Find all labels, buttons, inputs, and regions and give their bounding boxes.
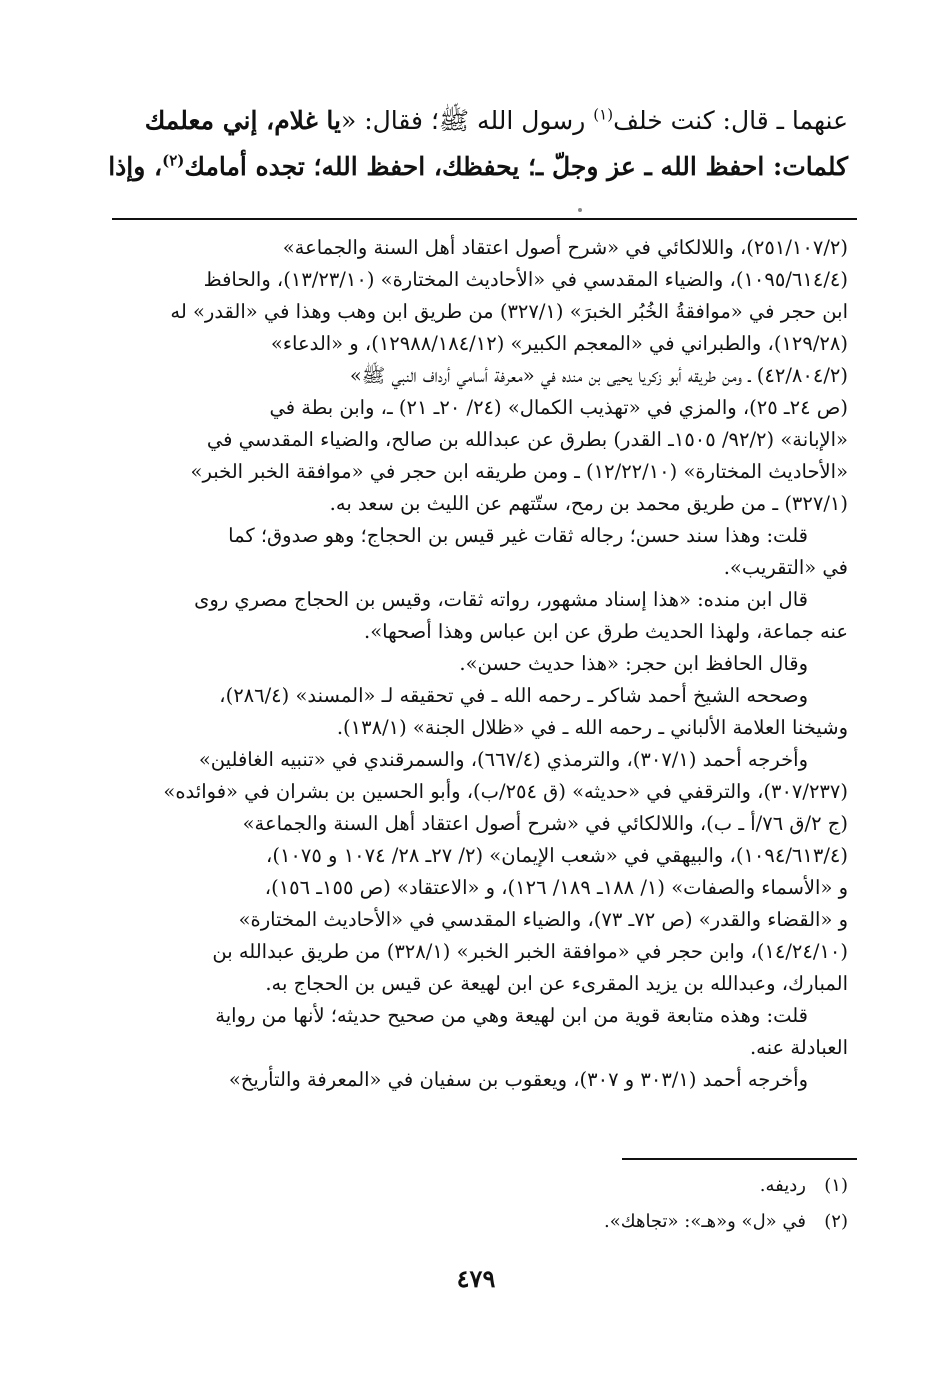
note-number: (٢) (824, 1211, 848, 1232)
footnote-line: (١٠٩٤/٦١٣/٤)، والبيهقي في «شعب الإيمان» (٢/ ٢٧ـ ٢٨/ ١٠٧٤ و ١٠٧٥)، (266, 844, 848, 867)
hadith-text-1: يا غلام، إني معلمك (144, 106, 341, 135)
main-text (108, 98, 848, 190)
footnote-line: (٣٠٧/٢٣٧)، والترقفي في «حديثه» (ق ٢٥٤/ب)، وأبو الحسين بن بشران في «فوائده» (163, 780, 848, 803)
footnote-ref-2: (٢) (162, 151, 185, 170)
footnote-line: قلت: وهذه متابعة قوية من ابن لهيعة وهي من صحيح حديثه؛ لأنها من رواية (215, 1004, 808, 1027)
page-number: ٤٧٩ (456, 1264, 496, 1293)
takhrij-footnote (112, 232, 848, 1096)
main-line-1 (112, 98, 848, 144)
footnote-line: وشيخنا العلامة الألباني ـ رحمه الله ـ في «ظلال الجنة» (١٣٨/١). (336, 716, 848, 739)
footnote-line: وصححه الشيخ أحمد شاكر ـ رحمه الله ـ في تحقيقه لـ «المسند» (٢٨٦/٤)، (219, 684, 808, 707)
main-line-2 (108, 144, 848, 190)
main-line-1-text-b: رسول الله ﷺ؛ فقال: « (340, 106, 594, 135)
footnote-line: (١٢٩/٢٨)، والطبراني في «المعجم الكبير» (١٢٩٨٨/١٨٤/١٢)، و «الدعاء» (270, 332, 848, 355)
footnote-line: المبارك، وعبدالله بن يزيد المقرىء عن ابن لهيعة عن قيس بن الحجاج به. (265, 972, 848, 995)
footnote-line: «الأحاديث المختارة» (١٢/٢٢/١٠) ـ ومن طريقه ابن حجر في «موافقة الخبر الخبر» (190, 460, 848, 483)
note-text: في «ل» و«هـ»: «تجاهك». (604, 1211, 806, 1232)
scan-speck (578, 208, 582, 212)
footnote-line: قال ابن منده: «هذا إسناد مشهور، رواته ثقات، وقيس بن الحجاج مصري روى (194, 588, 808, 611)
footnote-ref-1: (١) (593, 105, 614, 124)
note-text: رديفه. (759, 1175, 806, 1196)
footnote-line: (٢٥١/١٠٧/٢)، واللالكائي في «شرح أصول اعتقاد أهل السنة والجماعة» (282, 236, 848, 259)
footnote-line: عنه جماعة، ولهذا الحديث طرق عن ابن عباس وهذا أصحها». (364, 620, 848, 643)
footnote-line: في «التقريب». (723, 556, 848, 579)
footnote-line: وقال الحافظ ابن حجر: «هذا حديث حسن». (459, 652, 808, 675)
note-number: (١) (824, 1175, 848, 1196)
footnote-line: قلت: وهذا سند حسن؛ رجاله ثقات غير قيس بن الحجاج؛ وهو صدوق؛ كما (228, 524, 808, 547)
hadith-text-2: كلمات: احفظ الله ـ عز وجلّ ـ؛ يحفظك، احفظ الله؛ تجده أمامك (184, 152, 848, 181)
footnote-line: و «القضاء والقدر» (ص ٧٢ـ ٧٣)، والضياء المقدسي في «الأحاديث المختارة» (238, 908, 848, 931)
footnote-line: العبادلة عنه. (749, 1036, 848, 1059)
footnote-line: و «الأسماء والصفات» (١/ ١٨٨ـ ١٨٩/ ١٢٦)، و «الاعتقاد» (ص ١٥٥ـ ١٥٦)، (264, 876, 848, 899)
footnote-line: ابن حجر في «موافقةُ الخُبُر الخبرَ» (٣٢٧/١) من طريق ابن وهب وهذا في «القدر» له (170, 300, 848, 323)
main-line-1-text: عنهما ـ قال: كنت خلف (613, 106, 848, 135)
note-1 (604, 1168, 848, 1204)
page-notes (604, 1168, 848, 1240)
note-2 (604, 1204, 848, 1240)
footnote-line: (٣٢٧/١) ـ من طريق محمد بن رمح، ستّتهم عن الليث بن سعد به. (329, 492, 848, 515)
footnote-line: (١٠٩٥/٦١٤/٤)، والضياء المقدسي في «الأحاديث المختارة» (١٣/٢٣/١٠)، والحافظ (203, 268, 848, 291)
footnote-line: (٤٢/٨٠٤/٢) ـ ومن طريقه أبو زكريا يحيى بن منده في «معرفة أسامي أرداف النبي ﷺ» (349, 364, 848, 387)
footnote-line: «الإبانة» (٩٢/٢/ ١٥٠٥ـ القدر) بطرق عن عبدالله بن صالح، والضياء المقدسي في (206, 428, 848, 451)
footnote-line: (ص ٢٤ـ ٢٥)، والمزي في «تهذيب الكمال» (٢٤/ ٢٠ـ ٢١) ـ، وابن بطة في (269, 396, 848, 419)
footnote-line: (١٤/٢٤/١٠)، وابن حجر في «موافقة الخبر الخبر» (٣٢٨/١) من طريق عبدالله بن (212, 940, 848, 963)
separator-rule (112, 218, 857, 220)
footnote-line: وأخرجه أحمد (٣٠٣/١ و ٣٠٧)، ويعقوب بن سفيان في «المعرفة والتأريخ» (228, 1068, 808, 1091)
footnote-line: (ج ٢/ق ٧٦/أ ـ ب)، واللالكائي في «شرح أصول اعتقاد أهل السنة والجماعة» (242, 812, 848, 835)
notes-separator-rule (622, 1158, 857, 1160)
hadith-text-3: ، وإذا (108, 152, 163, 181)
footnote-line: وأخرجه أحمد (٣٠٧/١)، والترمذي (٦٦٧/٤)، والسمرقندي في «تنبيه الغافلين» (198, 748, 808, 771)
